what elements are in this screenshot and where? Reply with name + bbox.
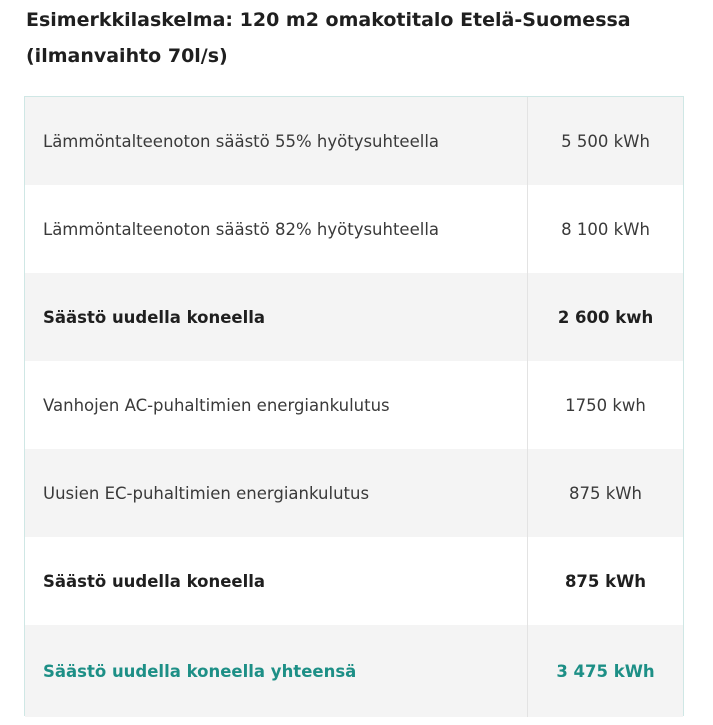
page-title: Esimerkkilaskelma: 120 m2 omakotitalo Etelä-Suomessa (ilmanvaihto 70l/s): [26, 9, 631, 67]
row-label: Säästö uudella koneella: [25, 273, 528, 361]
total-label: Säästö uudella koneella yhteensä: [25, 625, 528, 717]
table-row: [25, 361, 683, 449]
table-row: [25, 97, 683, 185]
table-row: [25, 273, 683, 361]
row-value: 2 600 kwh: [557, 307, 654, 327]
row-label: Lämmöntalteenoton säästö 82% hyötysuhteella: [25, 185, 528, 273]
row-value: 1750 kwh: [565, 395, 646, 415]
table-row: [25, 449, 683, 537]
row-value: 875 kWh: [568, 483, 643, 503]
row-label: Lämmöntalteenoton säästö 55% hyötysuhteella: [25, 97, 528, 185]
table-row: [25, 537, 683, 625]
savings-table: [24, 96, 684, 716]
row-label: Uusien EC-puhaltimien energiankulutus: [25, 449, 528, 537]
total-value: 3 475 kWh: [556, 661, 655, 681]
row-label: Säästö uudella koneella: [25, 537, 528, 625]
row-label: Vanhojen AC-puhaltimien energiankulutus: [25, 361, 528, 449]
row-value: 5 500 kWh: [561, 131, 650, 151]
row-value: 875 kWh: [564, 571, 647, 591]
table-row: [25, 185, 683, 273]
table-row-total: [25, 625, 683, 717]
row-value: 8 100 kWh: [561, 219, 650, 239]
